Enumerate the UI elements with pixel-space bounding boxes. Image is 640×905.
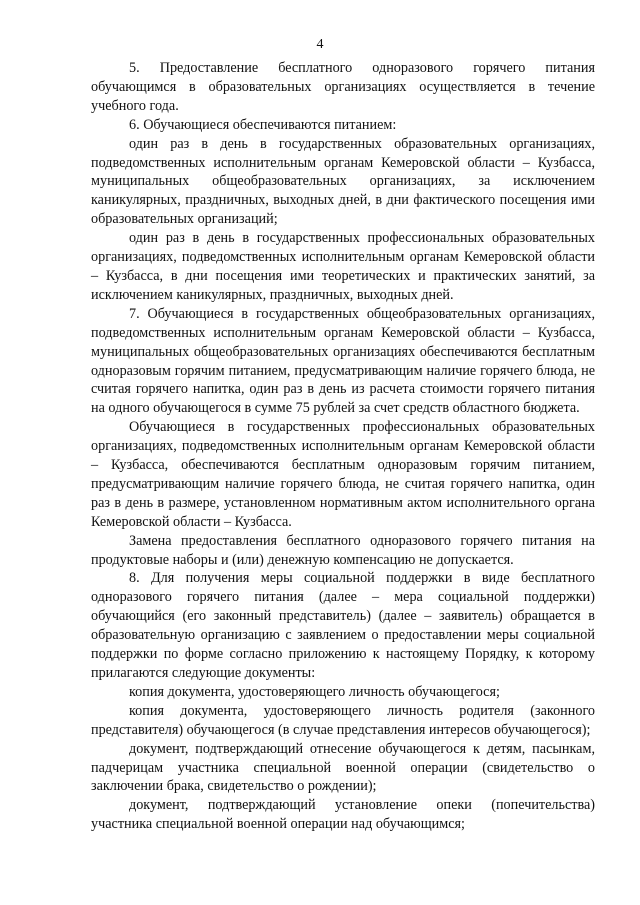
paragraph-5: 5. Предоставление бесплатного одноразового горячего питания обучающимся в образовательных организациях осуществляется в течение учебного года. — [91, 60, 595, 114]
paragraph-7-replacement: Замена предоставления бесплатного одноразового горячего питания на продуктовые наборы и (или) денежную компенсацию не допускается. — [91, 532, 595, 568]
paragraph-6: 6. Обучающиеся обеспечиваются питанием: — [129, 116, 397, 133]
document-list-item: документ, подтверждающий установление опеки (попечительства) участника специальной военной операции над обучающимся; — [91, 797, 595, 833]
paragraph-7: 7. Обучающиеся в государственных общеобразовательных организациях, подведомственных исполнительным органам Кемеровской области – Кузбасса, муниципальных общеобразовательных организациях обеспечиваются бесплатным одноразовым горячим питанием, предусматривающим наличие горячего блюда, не считая горячего напитка, один раз в день из расчета стоимости горячего питания на одного обучающегося в сумме 75 рублей за счет средств областного бюджета. — [91, 305, 595, 417]
document-list-item: копия документа, удостоверяющего личность обучающегося; — [129, 683, 500, 700]
paragraph-7-professional: Обучающиеся в государственных профессиональных образовательных организациях, подведомственных исполнительным органам Кемеровской области – Кузбасса, обеспечиваются бесплатным одноразовым горячим питанием, предусматривающим наличие горячего блюда, не считая горячего напитка, один раз в день в размере, установленном нормативным актом исполнительного органа Кемеровской области – Кузбасса. — [91, 419, 595, 530]
page-number: 4 — [316, 37, 324, 52]
document-list-item: документ, подтверждающий отнесение обучающегося к детям, пасынкам, падчерицам участника специальной военной операции (свидетельство о заключении брака, свидетельство о рождении); — [91, 740, 595, 795]
paragraph-8: 8. Для получения меры социальной поддержки в виде бесплатного одноразового горячего питания (далее – мера социальной поддержки) обучающийся (его законный представитель) (далее – заявитель) обращается в образовательную организацию с заявлением о предоставлении меры социальной поддержки по форме согласно приложению к настоящему Порядку, к которому прилагаются следующие документы: — [91, 570, 595, 681]
paragraph-6-item-professional: один раз в день в государственных профессиональных образовательных организациях, подведомственных исполнительным органам Кемеровской области – Кузбасса, в дни посещения ими теоретических и практических занятий, за исключением каникулярных, праздничных, выходных дней. — [91, 230, 595, 303]
document-body — [91, 59, 595, 834]
paragraph-6-item-general: один раз в день в государственных образовательных организациях, подведомственных исполнительным органам Кемеровской области – Кузбасса, муниципальных общеобразовательных организациях, за исключением каникулярных, праздничных, выходных дней, в дни фактического посещения ими образовательных организаций; — [91, 135, 595, 228]
document-list-item: копия документа, удостоверяющего личность родителя (законного представителя) обучающегося (в случае представления интересов обучающегося); — [91, 702, 595, 738]
